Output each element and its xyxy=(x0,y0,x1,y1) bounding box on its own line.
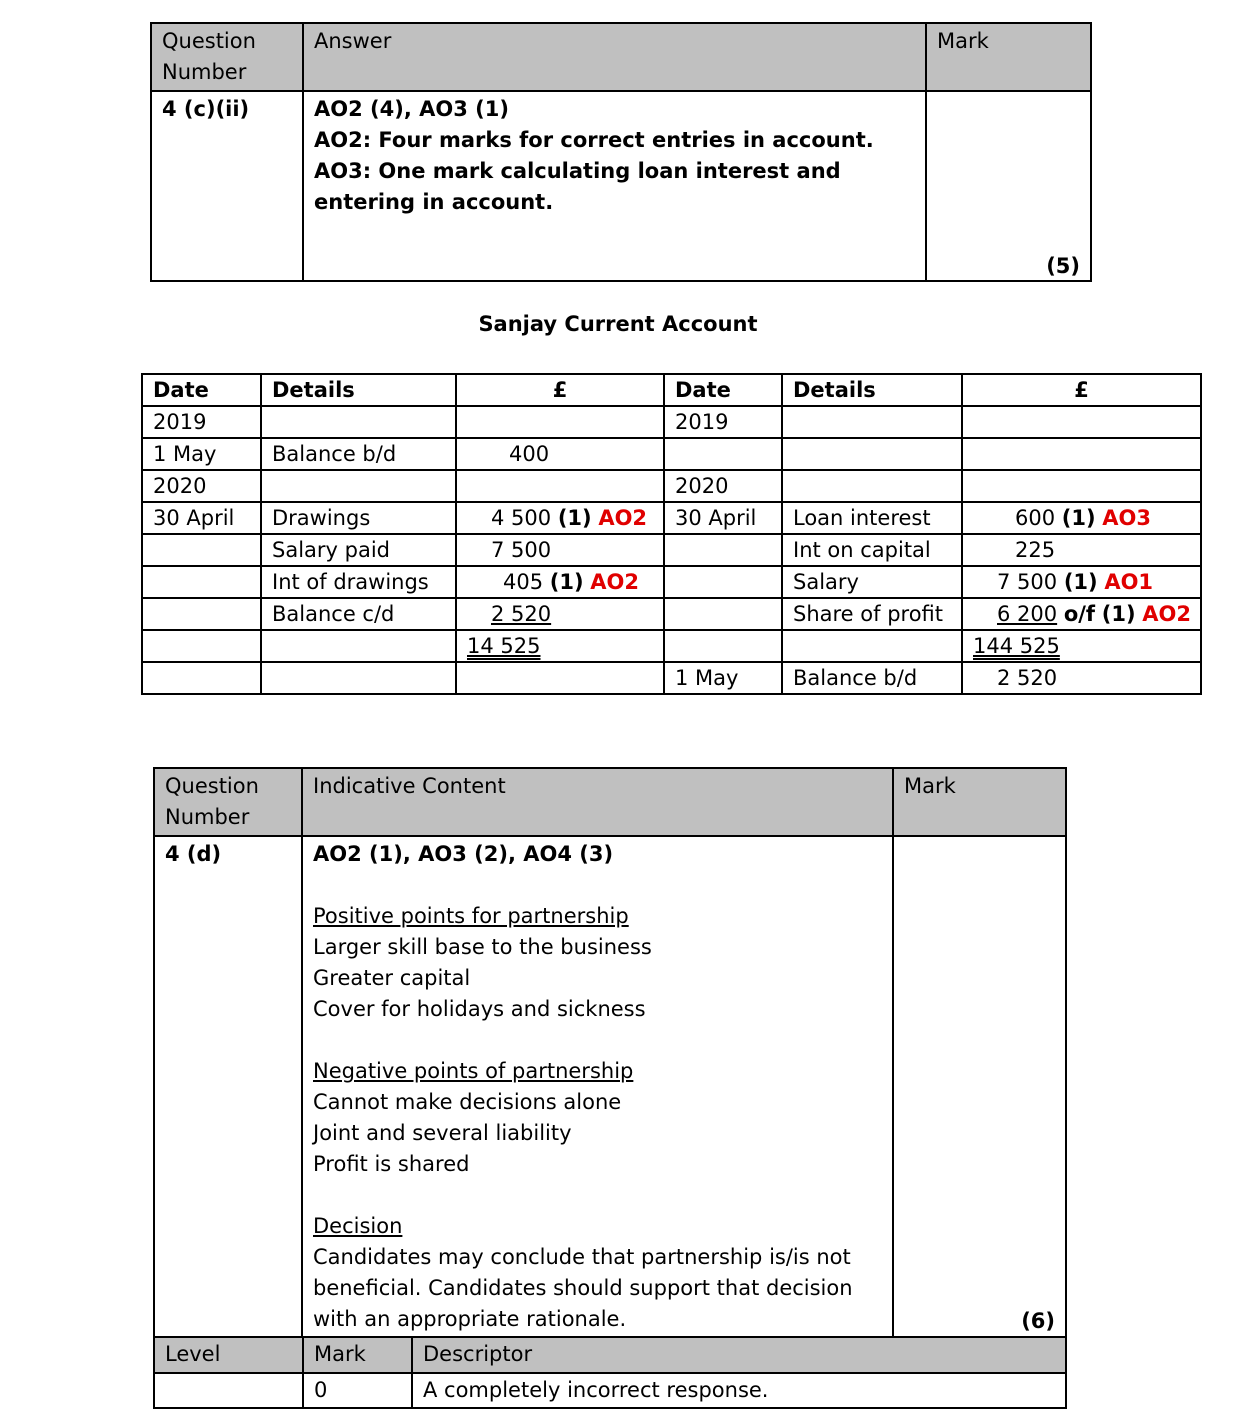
col-amount: £ xyxy=(456,374,664,406)
text: (1) xyxy=(1061,506,1096,530)
table-cell: 30 April xyxy=(664,502,782,534)
table-cell: Balance b/d xyxy=(261,438,456,470)
text: AO3: One mark calculating loan interest and entering in account. xyxy=(314,159,841,214)
table-cell xyxy=(962,630,1201,662)
table-cell: Balance b/d xyxy=(782,662,962,694)
table-row xyxy=(154,1373,1066,1408)
text: AO2: Four marks for correct entries in account. xyxy=(314,128,874,152)
table-cell: 2020 xyxy=(142,470,261,502)
col-date: Date xyxy=(664,374,782,406)
text: Negative points of partnership xyxy=(313,1059,634,1083)
table-cell xyxy=(142,630,261,662)
table-cell: Salary xyxy=(782,566,962,598)
table-cell: 1 May xyxy=(664,662,782,694)
text: 6 200 xyxy=(997,602,1058,626)
header-question: Question Number xyxy=(154,768,302,836)
table-row xyxy=(142,630,1201,662)
table-row xyxy=(142,534,1201,566)
col-details: Details xyxy=(782,374,962,406)
table-row xyxy=(142,662,1201,694)
text: 144 525 xyxy=(973,634,1060,658)
indicative-content xyxy=(302,836,893,1340)
table-cell xyxy=(456,502,664,534)
table-cell: Loan interest xyxy=(782,502,962,534)
table-cell xyxy=(261,470,456,502)
text: AO2 (1), AO3 (2), AO4 (3) xyxy=(313,842,614,866)
current-account-table xyxy=(141,373,1202,695)
text: (1) xyxy=(1063,570,1098,594)
table-cell xyxy=(456,630,664,662)
text: 4 500 xyxy=(491,506,552,530)
question-number: 4 (c)(ii) xyxy=(151,91,303,281)
text: AO2 xyxy=(1142,602,1191,626)
text: (1) xyxy=(1101,602,1136,626)
table-cell xyxy=(962,598,1201,630)
header-level: Level xyxy=(154,1337,303,1373)
table-cell: Int on capital xyxy=(782,534,962,566)
table-cell xyxy=(142,534,261,566)
table-cell: 1 May xyxy=(142,438,261,470)
table-cell xyxy=(962,566,1201,598)
table-cell: A completely incorrect response. xyxy=(412,1373,1066,1408)
text: AO3 xyxy=(1102,506,1151,530)
table-cell xyxy=(782,438,962,470)
table-cell xyxy=(664,438,782,470)
text: AO2 xyxy=(598,506,648,530)
table-cell xyxy=(962,438,1201,470)
text xyxy=(313,1180,882,1211)
account-title: Sanjay Current Account xyxy=(478,312,758,336)
table-cell: 2020 xyxy=(664,470,782,502)
text: AO2 (4), AO3 (1) xyxy=(314,97,509,121)
table-cell xyxy=(456,598,664,630)
question-4d-table xyxy=(153,767,1067,1341)
table-cell: 2019 xyxy=(664,406,782,438)
text xyxy=(313,1025,882,1056)
text: AO1 xyxy=(1104,570,1154,594)
table-cell xyxy=(456,470,664,502)
text: Greater capital xyxy=(313,966,471,990)
table-cell: 30 April xyxy=(142,502,261,534)
table-cell: Int of drawings xyxy=(261,566,456,598)
header-mark: Mark xyxy=(926,23,1091,91)
table-cell: 7 500 xyxy=(456,534,664,566)
levels-table xyxy=(153,1336,1067,1409)
table-row xyxy=(142,566,1201,598)
question-4cii-table xyxy=(150,22,1092,282)
text: Decision xyxy=(313,1214,403,1238)
table-row xyxy=(142,470,1201,502)
header-question: Question Number xyxy=(151,23,303,91)
table-cell xyxy=(782,470,962,502)
table-cell: Salary paid xyxy=(261,534,456,566)
header-mark: Mark xyxy=(893,768,1066,836)
table-cell xyxy=(962,470,1201,502)
col-details: Details xyxy=(261,374,456,406)
text: Cover for holidays and sickness xyxy=(313,997,646,1021)
col-date: Date xyxy=(142,374,261,406)
table-row xyxy=(142,598,1201,630)
text: Candidates may conclude that partnership is/is not beneficial. Candidates should support that decision with an appropriate rationale. xyxy=(313,1245,853,1331)
text: 14 525 xyxy=(467,634,541,658)
text: (1) xyxy=(549,570,584,594)
text: (1) xyxy=(557,506,592,530)
table-cell xyxy=(664,598,782,630)
table-cell: 225 xyxy=(962,534,1201,566)
table-cell: Drawings xyxy=(261,502,456,534)
text: Positive points for partnership xyxy=(313,904,629,928)
col-amount: £ xyxy=(962,374,1201,406)
table-cell xyxy=(261,406,456,438)
table-cell xyxy=(154,1373,303,1408)
table-cell xyxy=(456,662,664,694)
mark-value: (6) xyxy=(893,836,1066,1340)
table-cell xyxy=(456,566,664,598)
text: Joint and several liability xyxy=(313,1121,572,1145)
table-cell xyxy=(456,406,664,438)
header-mark: Mark xyxy=(303,1337,412,1373)
table-cell: 400 xyxy=(456,438,664,470)
table-cell xyxy=(962,406,1201,438)
text: 2 520 xyxy=(491,602,552,626)
table-cell xyxy=(664,566,782,598)
table-cell: Share of profit xyxy=(782,598,962,630)
table-cell xyxy=(261,630,456,662)
header-descriptor: Descriptor xyxy=(412,1337,1066,1373)
answer-text xyxy=(303,91,926,281)
table-cell xyxy=(664,630,782,662)
table-cell xyxy=(142,566,261,598)
table-row xyxy=(142,406,1201,438)
text: Larger skill base to the business xyxy=(313,935,652,959)
table-cell: Balance c/d xyxy=(261,598,456,630)
table-row xyxy=(142,502,1201,534)
table-cell: 2019 xyxy=(142,406,261,438)
table-cell xyxy=(664,534,782,566)
question-number: 4 (d) xyxy=(154,836,302,1340)
table-cell xyxy=(962,502,1201,534)
table-cell: 2 520 xyxy=(962,662,1201,694)
text: Profit is shared xyxy=(313,1152,470,1176)
table-cell: 0 xyxy=(303,1373,412,1408)
table-cell xyxy=(782,406,962,438)
header-answer: Answer xyxy=(303,23,926,91)
table-cell xyxy=(261,662,456,694)
text: 600 xyxy=(1015,506,1056,530)
text: 7 500 xyxy=(997,570,1058,594)
table-cell xyxy=(142,598,261,630)
text: 405 xyxy=(503,570,544,594)
text: o/f xyxy=(1063,602,1096,626)
header-content: Indicative Content xyxy=(302,768,893,836)
table-row xyxy=(142,438,1201,470)
mark-value: (5) xyxy=(926,91,1091,281)
table-cell xyxy=(782,630,962,662)
text: Cannot make decisions alone xyxy=(313,1090,622,1114)
text xyxy=(313,870,882,901)
text: AO2 xyxy=(590,570,639,594)
table-cell xyxy=(142,662,261,694)
